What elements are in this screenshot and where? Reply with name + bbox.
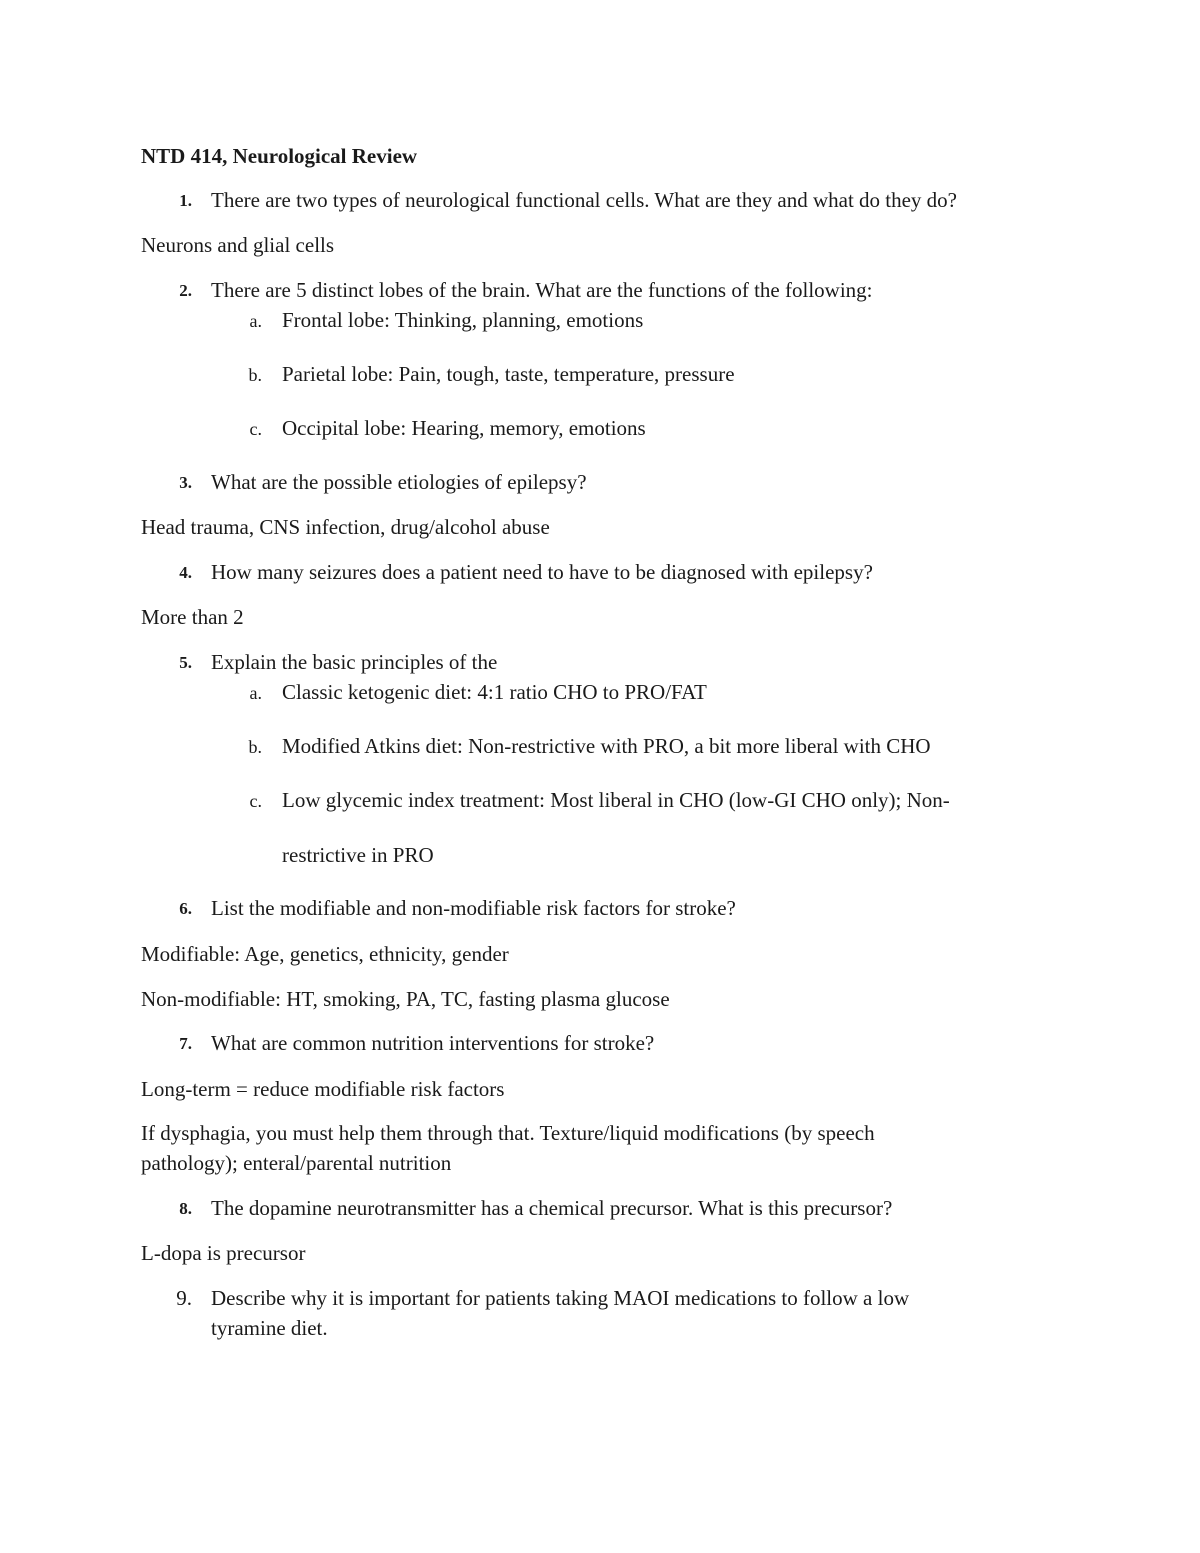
- answer-text: Long-term = reduce modifiable risk factors: [141, 1077, 505, 1101]
- sub-answer-text: Occipital lobe: Hearing, memory, emotions: [282, 416, 646, 440]
- question-number: 1.: [179, 191, 192, 210]
- question-text: What are the possible etiologies of epilepsy?: [211, 470, 587, 494]
- sub-letter: a.: [249, 311, 262, 331]
- question-number: 7.: [179, 1034, 192, 1053]
- sub-answer-text: Classic ketogenic diet: 4:1 ratio CHO to PRO/FAT: [282, 680, 707, 704]
- question-text-continuation: tyramine diet.: [211, 1316, 328, 1340]
- question-text: What are common nutrition interventions for stroke?: [211, 1031, 655, 1055]
- document-title: NTD 414, Neurological Review: [141, 144, 418, 168]
- sub-answer-text: Low glycemic index treatment: Most liberal in CHO (low-GI CHO only); Non-: [282, 788, 950, 812]
- question-number: 3.: [179, 473, 192, 492]
- question-text: The dopamine neurotransmitter has a chemical precursor. What is this precursor?: [211, 1196, 893, 1220]
- sub-letter: a.: [249, 683, 262, 703]
- question-text: There are 5 distinct lobes of the brain. What are the functions of the following:: [211, 278, 873, 302]
- answer-text: If dysphagia, you must help them through that. Texture/liquid modifications (by speech: [141, 1121, 875, 1145]
- question-number: 5.: [179, 653, 192, 672]
- sub-letter: c.: [249, 419, 262, 439]
- sub-answer-continuation: restrictive in PRO: [282, 843, 434, 867]
- answer-text-continuation: pathology); enteral/parental nutrition: [141, 1151, 452, 1175]
- question-number: 4.: [179, 563, 192, 582]
- sub-letter: b.: [248, 365, 262, 385]
- question-text: How many seizures does a patient need to have to be diagnosed with epilepsy?: [211, 560, 873, 584]
- answer-text: More than 2: [141, 605, 244, 629]
- sub-answer-text: Modified Atkins diet: Non-restrictive with PRO, a bit more liberal with CHO: [282, 734, 931, 758]
- question-number: 9.: [176, 1286, 192, 1310]
- answer-text: Neurons and glial cells: [141, 233, 335, 257]
- sub-answer-text: Frontal lobe: Thinking, planning, emotions: [282, 308, 644, 332]
- question-number: 2.: [179, 281, 192, 300]
- question-text: There are two types of neurological functional cells. What are they and what do they do?: [211, 188, 958, 212]
- question-number: 8.: [179, 1199, 192, 1218]
- answer-text: Non-modifiable: HT, smoking, PA, TC, fasting plasma glucose: [141, 987, 670, 1011]
- sub-letter: b.: [248, 737, 262, 757]
- question-text: Describe why it is important for patients taking MAOI medications to follow a low: [211, 1286, 910, 1310]
- sub-answer-text: Parietal lobe: Pain, tough, taste, temperature, pressure: [282, 362, 735, 386]
- answer-text: L-dopa is precursor: [141, 1241, 306, 1265]
- answer-text: Head trauma, CNS infection, drug/alcohol abuse: [141, 515, 550, 539]
- question-number: 6.: [179, 899, 192, 918]
- answer-text: Modifiable: Age, genetics, ethnicity, gender: [141, 942, 509, 966]
- sub-letter: c.: [249, 791, 262, 811]
- question-text: List the modifiable and non-modifiable risk factors for stroke?: [211, 896, 736, 920]
- question-text: Explain the basic principles of the: [211, 650, 498, 674]
